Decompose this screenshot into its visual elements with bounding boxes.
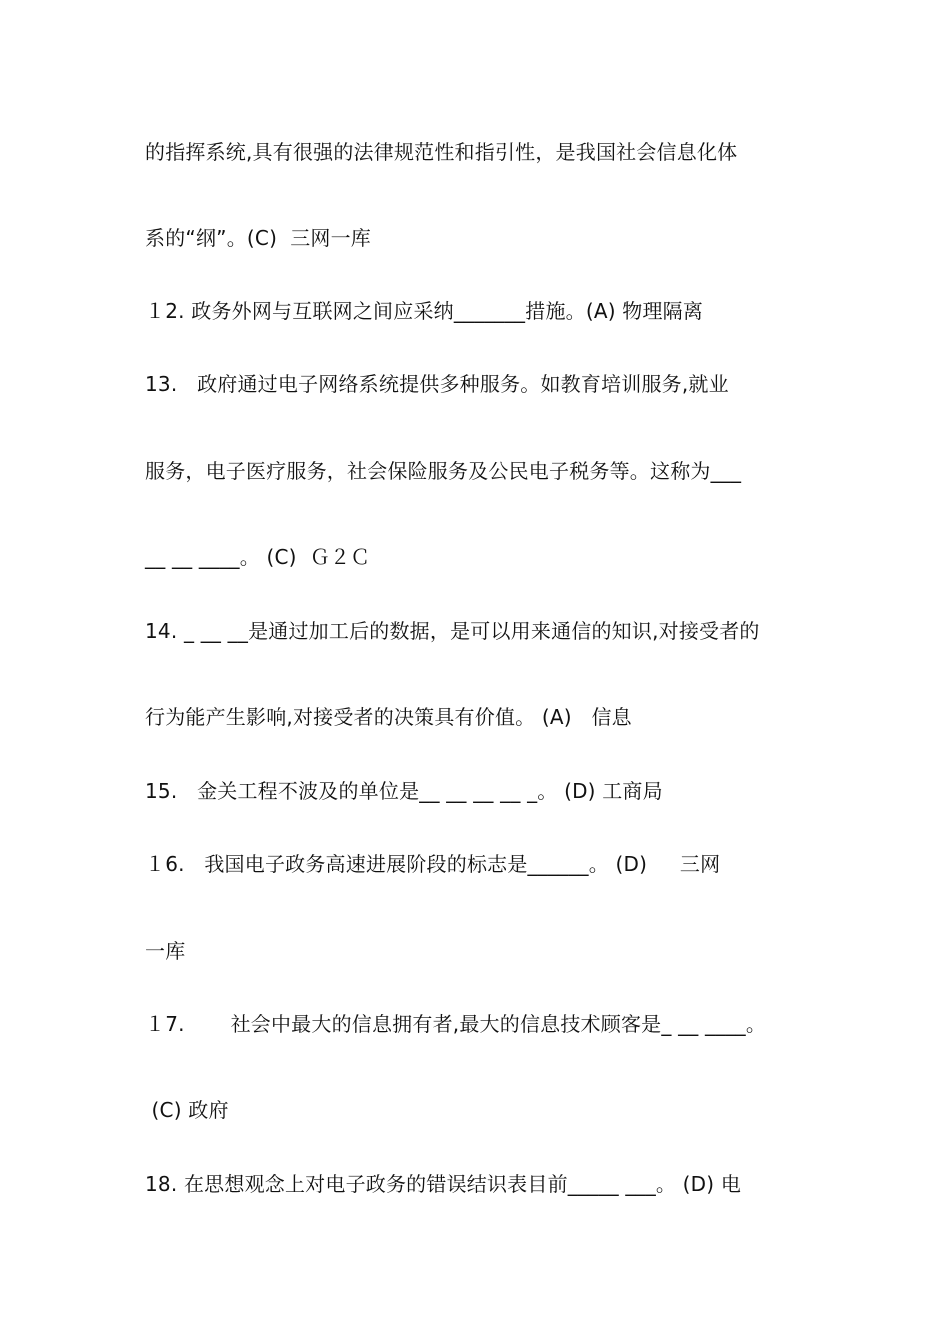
text-line: 系的“纲”。(C) 三网一库 (145, 226, 372, 250)
question-16: １6. 我国电子政务高速进展阶段的标志是______。 (D) 三网 (145, 852, 721, 876)
text-line: 行为能产生影响,对接受者的决策具有价值。 (A) 信息 (145, 705, 632, 729)
question-14: 14. _ __ __是通过加工后的数据，是可以用来通信的知识,对接受者的 (145, 619, 760, 643)
question-17: １7. 社会中最大的信息拥有者,最大的信息技术顾客是_ __ ____。 (145, 1012, 767, 1036)
text-line: 一库 (145, 939, 186, 963)
text-line: (C) 政府 (145, 1098, 229, 1122)
text-line: 服务，电子医疗服务，社会保险服务及公民电子税务等。这称为___ (145, 459, 742, 483)
text-line: 的指挥系统,具有很强的法律规范性和指引性，是我国社会信息化体 (145, 140, 738, 164)
question-13: 13. 政府通过电子网络系统提供多种服务。如教育培训服务,就业 (145, 372, 729, 396)
question-18: 18. 在思想观念上对电子政务的错误结识表目前_____ ___。 (D) 电 (145, 1172, 742, 1196)
text-line: __ __ ____。 (C) Ｇ２Ｃ (145, 545, 371, 569)
question-15: 15. 金关工程不波及的单位是__ __ __ __ _。 (D) 工商局 (145, 779, 663, 803)
question-12: １2. 政务外网与互联网之间应采纳_______措施。(A) 物理隔离 (145, 299, 704, 323)
